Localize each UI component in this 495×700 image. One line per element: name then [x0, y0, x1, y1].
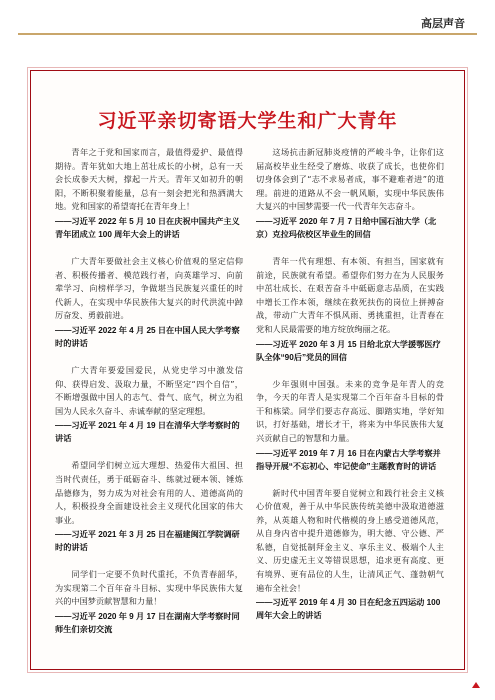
quote-source: ——习近平 2020 年 7 月 7 日给中国石油大学（北京）克拉玛依校区毕业生的回信 — [256, 216, 437, 239]
quote-text: 少年强则中国强。未来的竞争是年青人的竞争，今天的年青人是实现第二个百年奋斗目标的骨干和栋梁。同学们要志存高远、脚踏实地，学好知识，打好基础，增长才干，将来为中华民族伟大复兴贡献自己的智慧和力量。 — [256, 378, 444, 443]
quote-source: ——习近平 2021 年 3 月 25 日在福建闽江学院调研时的讲话 — [55, 530, 240, 553]
quote-text: 希望同学们树立远大理想、热爱伟大祖国、担当时代责任，勇于砥砺奋斗、练就过硬本领、锤炼品德修为，努力成为对社会有用的人、道德高尚的人，积极投身全面建设社会主义现代化国家的伟大事业。 — [55, 460, 243, 525]
quote-source: ——习近平 2020 年 3 月 15 日给北京大学援鄂医疗队全体“90后”党员的回信 — [256, 339, 441, 362]
left-column — [55, 146, 243, 650]
article-title: 习近平亲切寄语大学生和广大青年 — [97, 110, 398, 132]
quote-source: ——习近平 2019 年 7 月 16 日在内蒙古大学考察并指导开展“不忘初心、牢记使命”主题教育时的讲话 — [256, 448, 441, 471]
header-rule — [18, 33, 477, 35]
quote-source: ——习近平 2021 年 4 月 19 日在清华大学考察时的讲话 — [55, 421, 240, 444]
right-column — [256, 146, 444, 636]
quote-source: ——习近平 2022 年 5 月 10 日在庆祝中国共产主义青年团成立 100 周年大会上的讲话 — [55, 216, 240, 239]
section-label: 高层声音 — [421, 17, 465, 30]
quote-text: 广大青年要做社会主义核心价值观的坚定信仰者、积极传播者、模范践行者，向英雄学习、向前辈学习、向榜样学习，争做堪当民族复兴重任的时代新人，在实现中华民族伟大复兴的时代洪流中踔厉奋发、勇毅前进。 — [55, 255, 243, 321]
quote-source: ——习近平 2020 年 9 月 17 日在湖南大学考察时同师生们亲切交流 — [55, 612, 240, 635]
quote-source: ——习近平 2022 年 4 月 25 日在中国人民大学考察时的讲话 — [55, 325, 240, 348]
quote-text: 青年之于党和国家而言，最值得爱护、最值得期待。青年犹如大地上茁壮成长的小树，总有一天会长成参天大树，撑起一片天。青年又如初升的朝阳，不断积聚着能量，总有一刻会把光和热洒满大地。党和国家的希望寄托在青年身上！ — [55, 147, 243, 212]
quote-text: 这场抗击新冠肺炎疫情的严峻斗争，让你们这届高校毕业生经受了磨炼、收获了成长，也使你们切身体会到了“志不求易者成，事不避难者进”的道理。前进的道路从不会一帆风顺，实现中华民族伟大复兴的中国梦需要一代一代青年矢志奋斗。 — [256, 147, 444, 212]
quote-text: 广大青年要爱国爱民，从党史学习中激发信仰、获得启发、汲取力量，不断坚定“四个自信”，不断增强做中国人的志气、骨气、底气，树立为祖国为人民永久奋斗、赤诚奉献的坚定理想。 — [55, 364, 243, 416]
quote-source: ——习近平 2019 年 4 月 30 日在纪念五四运动 100 周年大会上的讲话 — [256, 598, 441, 621]
quote-text: 青年一代有理想、有本领、有担当，国家就有前途，民族就有希望。希望你们努力在为人民服务中茁壮成长、在艰苦奋斗中砥砺意志品质，在实践中增长工作本领，继续在救死扶伤的岗位上拼搏奋战，带动广大青年不惧风雨、勇挑重担，让青春在党和人民最需要的地方绽放绚丽之花。 — [256, 255, 444, 334]
quote-text: 同学们一定要不负时代重托，不负青春韶华，为实现第二个百年奋斗目标、实现中华民族伟大复兴的中国梦贡献智慧和力量！ — [55, 569, 243, 607]
corner-triangle-icon — [472, 682, 480, 688]
quote-text: 新时代中国青年要自觉树立和践行社会主义核心价值观，善于从中华民族传统美德中汲取道德滋养，从英雄人物和时代楷模的身上感受道德风范，从自身内省中提升道德修为，明大德、守公德、严私德，自觉抵制拜金主义、享乐主义、极端个人主义、历史虚无主义等错误思想，追求更有高度、更有境界、更有品位的人生，让清风正气、蓬勃朝气遍布全社会！ — [256, 487, 444, 593]
